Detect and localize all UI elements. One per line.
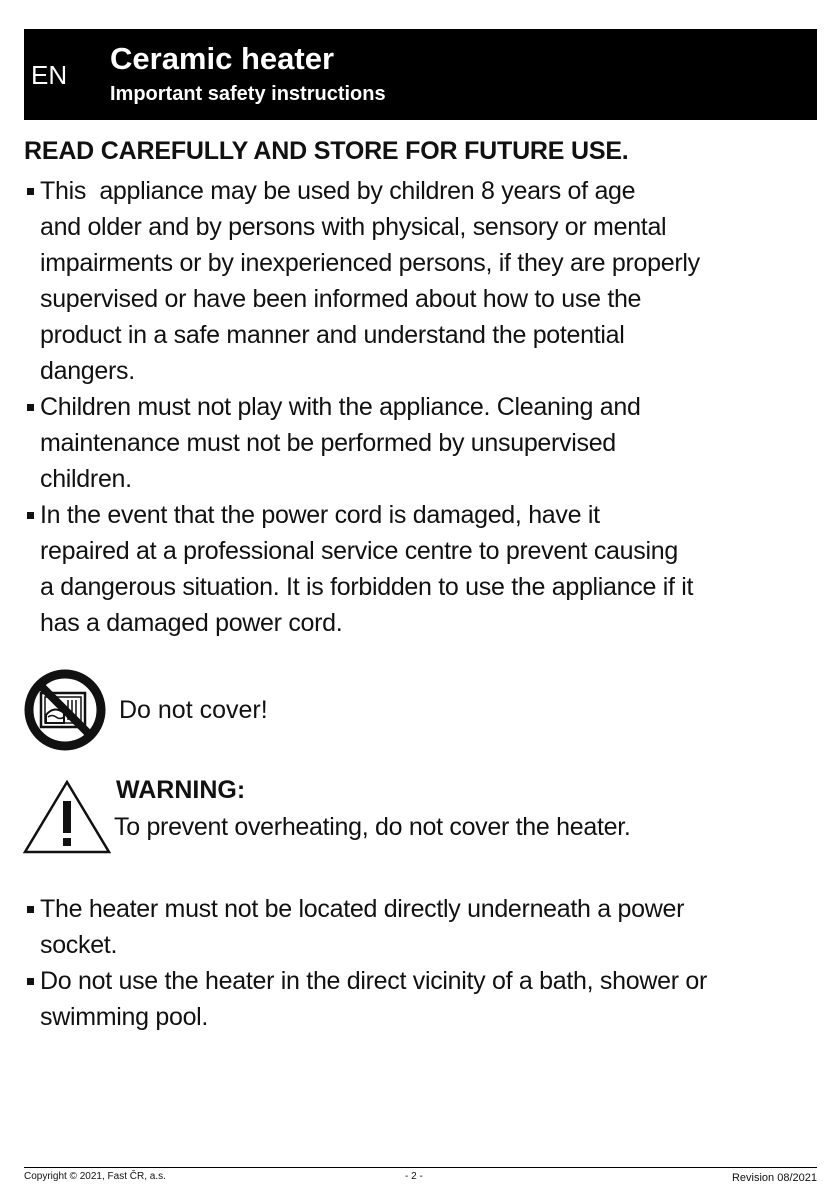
list-item-line: This appliance may be used by children 8 years of age	[40, 177, 636, 205]
do-not-cover-label: Do not cover!	[119, 696, 268, 724]
warning-title: WARNING:	[116, 776, 246, 804]
list-item	[24, 497, 700, 641]
document-title: Ceramic heater	[110, 41, 335, 76]
language-code: EN	[31, 60, 68, 90]
list-item-line: maintenance must not be performed by unsupervised	[40, 429, 616, 457]
list-item-line: and older and by persons with physical, sensory or mental	[40, 213, 667, 241]
list-item	[24, 173, 700, 389]
warning-triangle-icon	[23, 779, 111, 855]
bullet-icon	[27, 978, 34, 985]
footer-page-number: - 2 -	[405, 1171, 423, 1182]
list-item	[24, 891, 707, 963]
list-item-line: children.	[40, 465, 132, 493]
list-item	[24, 963, 707, 1035]
do-not-cover-icon	[24, 669, 106, 751]
list-item-line: supervised or have been informed about how to use the	[40, 285, 642, 313]
bullet-icon	[27, 404, 34, 411]
list-item-line: Children must not play with the appliance. Cleaning and	[40, 393, 641, 421]
list-item-line: Do not use the heater in the direct vicinity of a bath, shower or	[40, 967, 707, 995]
bullet-icon	[27, 188, 34, 195]
list-item-line: impairments or by inexperienced persons, if they are properly	[40, 249, 700, 277]
list-item-line: socket.	[40, 931, 118, 959]
read-carefully-heading: READ CAREFULLY AND STORE FOR FUTURE USE.	[24, 137, 629, 165]
safety-list-2	[24, 891, 707, 1035]
warning-text: To prevent overheating, do not cover the heater.	[114, 813, 631, 841]
list-item-line: In the event that the power cord is damaged, have it	[40, 501, 600, 529]
bullet-icon	[27, 906, 34, 913]
list-item-line: repaired at a professional service centre to prevent causing	[40, 537, 678, 565]
bullet-icon	[27, 512, 34, 519]
footer-copyright: Copyright © 2021, Fast ČR, a.s.	[24, 1171, 166, 1182]
safety-list-1	[24, 173, 700, 641]
list-item-line: product in a safe manner and understand the potential	[40, 321, 625, 349]
list-item-line: has a damaged power cord.	[40, 609, 343, 637]
list-item-line: The heater must not be located directly underneath a power	[40, 895, 685, 923]
footer-divider	[24, 1167, 817, 1168]
footer-revision: Revision 08/2021	[731, 1172, 817, 1184]
list-item	[24, 389, 700, 497]
list-item-line: a dangerous situation. It is forbidden to use the appliance if it	[40, 573, 694, 601]
document-subtitle: Important safety instructions	[110, 83, 386, 105]
list-item-line: swimming pool.	[40, 1003, 209, 1031]
list-item-line: dangers.	[40, 357, 135, 385]
page-header	[24, 29, 817, 120]
